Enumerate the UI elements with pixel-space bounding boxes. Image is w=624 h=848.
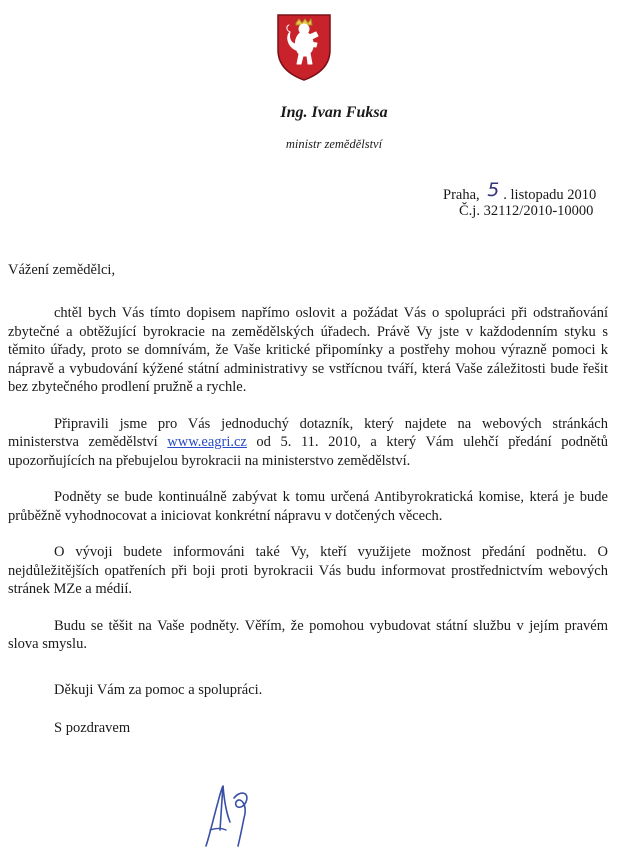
paragraph-2: [8, 415, 608, 471]
closing-regards: S pozdravem: [54, 720, 131, 736]
sender-title: ministr zemědělství: [285, 137, 383, 151]
coat-of-arms-icon: [274, 12, 334, 82]
reference-number: Č.j. 32112/2010-10000: [459, 203, 594, 219]
paragraph-1: chtěl bych Vás tímto dopisem napřímo oslovit a požádat Vás o spolupráci při odstraňování zbytečné a obtěžující byrokracie na zemědělských úřadech. Právě Vy jste v každodenním styku s těmito úřady, proto se domnívám, že Vaše kritické připomínky a postřehy mohou výrazně pomoci k nápravě a vybudování kýžené státní administrativy se vstřícnou tváří, která Vaše záležitosti bude řešit bez zbytečného prodlení pružně a rychle.: [8, 305, 608, 395]
place: Praha,: [443, 187, 480, 203]
closing-thanks: Děkuji Vám za pomoc a spolupráci.: [54, 682, 263, 698]
place-and-date: [443, 179, 597, 204]
salutation: Vážení zemědělci,: [8, 262, 116, 278]
signature-icon: [196, 768, 276, 848]
paragraph-4: O vývoji budete informováni také Vy, kteří využijete možnost předání podnětu. O nejdůležitějších opatřeních při boji proti byrokracii Vás budu informovat prostřednictvím webových stránek MZe a médií.: [8, 544, 608, 597]
letter-body: [8, 300, 608, 672]
eagri-link[interactable]: www.eagri.cz: [167, 434, 247, 450]
handwritten-day: 5: [487, 179, 500, 201]
date-text: . listopadu 2010: [503, 187, 597, 203]
sender-name: Ing. Ivan Fuksa: [280, 104, 388, 121]
paragraph-3: Podněty se bude kontinuálně zabývat k tomu určená Antibyrokratická komise, která je bude průběžně vyhodnocovat a iniciovat konkrétní nápravu v dotčených věcech.: [8, 489, 608, 524]
paragraph-5: Budu se těšit na Vaše podněty. Věřím, že pomohou vybudovat státní službu v jejím pravém slova smyslu.: [8, 617, 608, 652]
paragraph-2-text-a: Připravili jsme pro Vás jednoduchý dotazník, který najdete na webových stránkách ministerstva zemědělství: [8, 415, 608, 450]
paragraph-2-text-b: od 5. 11. 2010, a který Vám ulehčí předání podnětů upozorňujících na přebujelou byrokracii na ministerstvo zemědělství.: [8, 434, 608, 469]
